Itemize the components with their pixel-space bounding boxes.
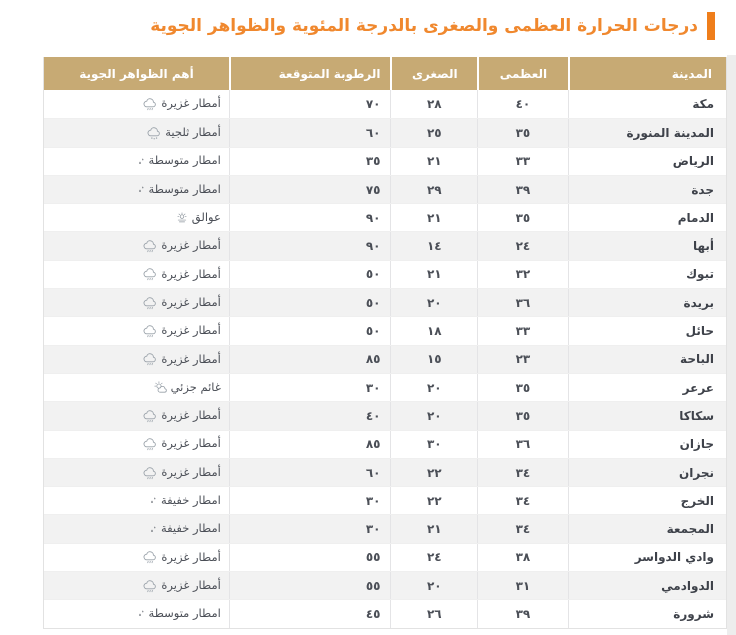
city-cell: مكة (568, 90, 726, 118)
city-cell: عرعر (568, 374, 726, 401)
max-temp-cell: ٣٥ (477, 374, 568, 401)
min-temp-cell: ٢٢ (390, 459, 477, 486)
min-temp-cell: ٢٨ (390, 90, 477, 118)
min-temp-cell: ١٤ (390, 232, 477, 259)
phenomenon-label: أمطار غزيرة (161, 436, 221, 451)
phenomenon-label: امطار متوسطة (148, 181, 221, 196)
humidity-cell: ٣٠ (229, 374, 391, 401)
max-temp-cell: ٣٤ (477, 515, 568, 542)
phenomenon-label: أمطار غزيرة (161, 464, 221, 479)
city-cell: الدوادمي (568, 572, 726, 599)
cloud-heavy-rain-icon (142, 408, 158, 424)
humidity-cell: ٣٠ (229, 515, 391, 542)
page-header (10, 9, 715, 43)
haze-sun-icon (175, 211, 189, 225)
sun-behind-cloud-icon (153, 380, 168, 395)
city-cell: حائل (568, 317, 726, 344)
max-temp-cell: ٣٩ (477, 176, 568, 203)
table-row (44, 147, 726, 175)
city-cell: الباحة (568, 346, 726, 373)
humidity-cell: ٦٠ (229, 459, 391, 486)
phenomenon-label: امطار متوسطة (148, 153, 221, 168)
city-cell: نجران (568, 459, 726, 486)
cloud-heavy-rain-icon (142, 266, 158, 282)
table-row (44, 430, 726, 458)
phenomenon-label: أمطار غزيرة (161, 408, 221, 423)
cloud-heavy-rain-icon (142, 96, 158, 112)
column-header-city: المدينة (568, 57, 726, 90)
min-temp-cell: ٢١ (390, 148, 477, 175)
phenomena-cell (44, 487, 229, 514)
min-temp-cell: ١٥ (390, 346, 477, 373)
table-header-row (44, 57, 726, 90)
phenomena-cell (44, 374, 229, 401)
phenomena-cell (44, 119, 229, 146)
humidity-cell: ٦٠ (229, 119, 391, 146)
humidity-cell: ٧٠ (229, 90, 391, 118)
humidity-cell: ٥٠ (229, 289, 391, 316)
phenomena-cell (44, 515, 229, 542)
humidity-cell: ٥٠ (229, 261, 391, 288)
drizzle-small-icon (137, 185, 146, 194)
min-temp-cell: ٢٤ (390, 544, 477, 571)
city-cell: الرياض (568, 148, 726, 175)
max-temp-cell: ٣٩ (477, 600, 568, 627)
phenomena-cell (44, 204, 229, 231)
phenomena-cell (44, 431, 229, 458)
humidity-cell: ٧٥ (229, 176, 391, 203)
city-cell: تبوك (568, 261, 726, 288)
table-row (44, 458, 726, 486)
max-temp-cell: ٣٣ (477, 148, 568, 175)
table-row (44, 316, 726, 344)
phenomena-cell (44, 459, 229, 486)
cloud-heavy-rain-icon (142, 351, 158, 367)
max-temp-cell: ٢٤ (477, 232, 568, 259)
cloud-heavy-rain-icon (142, 436, 158, 452)
humidity-cell: ٥٥ (229, 544, 391, 571)
max-temp-cell: ٣٣ (477, 317, 568, 344)
humidity-cell: ٣٠ (229, 487, 391, 514)
phenomena-cell (44, 261, 229, 288)
humidity-cell: ٤٠ (229, 402, 391, 429)
table-row (44, 345, 726, 373)
drizzle-small-icon (149, 525, 158, 534)
phenomenon-label: امطار خفيفة (160, 521, 221, 536)
phenomenon-label: أمطار غزيرة (161, 577, 221, 592)
phenomenon-label: أمطار غزيرة (161, 238, 221, 253)
city-cell: وادي الدواسر (568, 544, 726, 571)
column-header-humidity: الرطوبة المتوقعة (229, 57, 391, 90)
max-temp-cell: ٣٥ (477, 204, 568, 231)
humidity-cell: ٨٥ (229, 431, 391, 458)
min-temp-cell: ٢٦ (390, 600, 477, 627)
city-cell: جدة (568, 176, 726, 203)
phenomena-cell (44, 572, 229, 599)
min-temp-cell: ٢٠ (390, 402, 477, 429)
city-cell: المجمعة (568, 515, 726, 542)
humidity-cell: ٥٥ (229, 572, 391, 599)
table-row (44, 90, 726, 118)
city-cell: الدمام (568, 204, 726, 231)
table-row (44, 203, 726, 231)
min-temp-cell: ٢٩ (390, 176, 477, 203)
table-row (44, 514, 726, 542)
phenomena-cell (44, 402, 229, 429)
page-edge-strip (727, 55, 736, 635)
phenomenon-label: أمطار غزيرة (161, 323, 221, 338)
max-temp-cell: ٤٠ (477, 90, 568, 118)
city-cell: بريدة (568, 289, 726, 316)
phenomenon-label: أمطار ثلجية (165, 125, 221, 140)
table-row (44, 401, 726, 429)
min-temp-cell: ٢١ (390, 204, 477, 231)
min-temp-cell: ٢٠ (390, 289, 477, 316)
min-temp-cell: ١٨ (390, 317, 477, 344)
max-temp-cell: ٣٤ (477, 487, 568, 514)
phenomena-cell (44, 317, 229, 344)
city-cell: أبها (568, 232, 726, 259)
table-row (44, 175, 726, 203)
table-row (44, 486, 726, 514)
city-cell: شرورة (568, 600, 726, 627)
phenomena-cell (44, 148, 229, 175)
phenomenon-label: أمطار غزيرة (161, 96, 221, 111)
max-temp-cell: ٣١ (477, 572, 568, 599)
phenomenon-label: عوالق (191, 210, 221, 225)
table-row (44, 288, 726, 316)
min-temp-cell: ٢٠ (390, 374, 477, 401)
drizzle-small-icon (137, 157, 146, 166)
cloud-heavy-rain-icon (142, 549, 158, 565)
min-temp-cell: ٢١ (390, 515, 477, 542)
table-row (44, 543, 726, 571)
max-temp-cell: ٣٦ (477, 289, 568, 316)
column-header-max-temp: العظمى (477, 57, 568, 90)
phenomenon-label: غائم جزئي (170, 379, 221, 394)
table-body (44, 90, 726, 628)
max-temp-cell: ٣٢ (477, 261, 568, 288)
cloud-heavy-rain-icon (142, 578, 158, 594)
phenomenon-label: أمطار غزيرة (161, 266, 221, 281)
city-cell: جازان (568, 431, 726, 458)
table-row (44, 260, 726, 288)
column-header-min-temp: الصغرى (390, 57, 477, 90)
table-row (44, 571, 726, 599)
page-title: درجات الحرارة العظمى والصغرى بالدرجة المئوية والظواهر الجوية (150, 15, 698, 36)
phenomenon-label: أمطار غزيرة (161, 351, 221, 366)
phenomena-cell (44, 289, 229, 316)
min-temp-cell: ٢١ (390, 261, 477, 288)
title-accent-bar (707, 12, 715, 40)
city-cell: المدينة المنورة (568, 119, 726, 146)
humidity-cell: ٥٠ (229, 317, 391, 344)
humidity-cell: ٩٠ (229, 232, 391, 259)
phenomenon-label: أمطار غزيرة (161, 549, 221, 564)
city-cell: سكاكا (568, 402, 726, 429)
phenomena-cell (44, 90, 229, 118)
drizzle-small-icon (137, 609, 146, 618)
cloud-heavy-rain-icon (142, 295, 158, 311)
drizzle-small-icon (149, 496, 158, 505)
phenomena-cell (44, 232, 229, 259)
min-temp-cell: ٢٠ (390, 572, 477, 599)
max-temp-cell: ٣٥ (477, 119, 568, 146)
phenomenon-label: امطار خفيفة (160, 493, 221, 508)
max-temp-cell: ٣٤ (477, 459, 568, 486)
table-row (44, 118, 726, 146)
min-temp-cell: ٢٢ (390, 487, 477, 514)
phenomena-cell (44, 600, 229, 627)
cloud-heavy-rain-icon (142, 323, 158, 339)
cloud-heavy-rain-icon (142, 238, 158, 254)
max-temp-cell: ٣٨ (477, 544, 568, 571)
humidity-cell: ٩٠ (229, 204, 391, 231)
humidity-cell: ٣٥ (229, 148, 391, 175)
weather-table (43, 57, 727, 629)
table-row (44, 373, 726, 401)
phenomena-cell (44, 346, 229, 373)
humidity-cell: ٤٥ (229, 600, 391, 627)
city-cell: الخرج (568, 487, 726, 514)
max-temp-cell: ٣٥ (477, 402, 568, 429)
table-row (44, 599, 726, 627)
phenomenon-label: امطار متوسطة (148, 606, 221, 621)
cloud-heavy-rain-icon (142, 465, 158, 481)
humidity-cell: ٨٥ (229, 346, 391, 373)
phenomena-cell (44, 176, 229, 203)
table-row (44, 231, 726, 259)
min-temp-cell: ٣٠ (390, 431, 477, 458)
max-temp-cell: ٢٣ (477, 346, 568, 373)
cloud-snow-icon (146, 125, 162, 141)
max-temp-cell: ٣٦ (477, 431, 568, 458)
phenomena-cell (44, 544, 229, 571)
min-temp-cell: ٢٥ (390, 119, 477, 146)
column-header-phenomena: أهم الظواهر الجوية (79, 66, 194, 81)
phenomenon-label: أمطار غزيرة (161, 294, 221, 309)
